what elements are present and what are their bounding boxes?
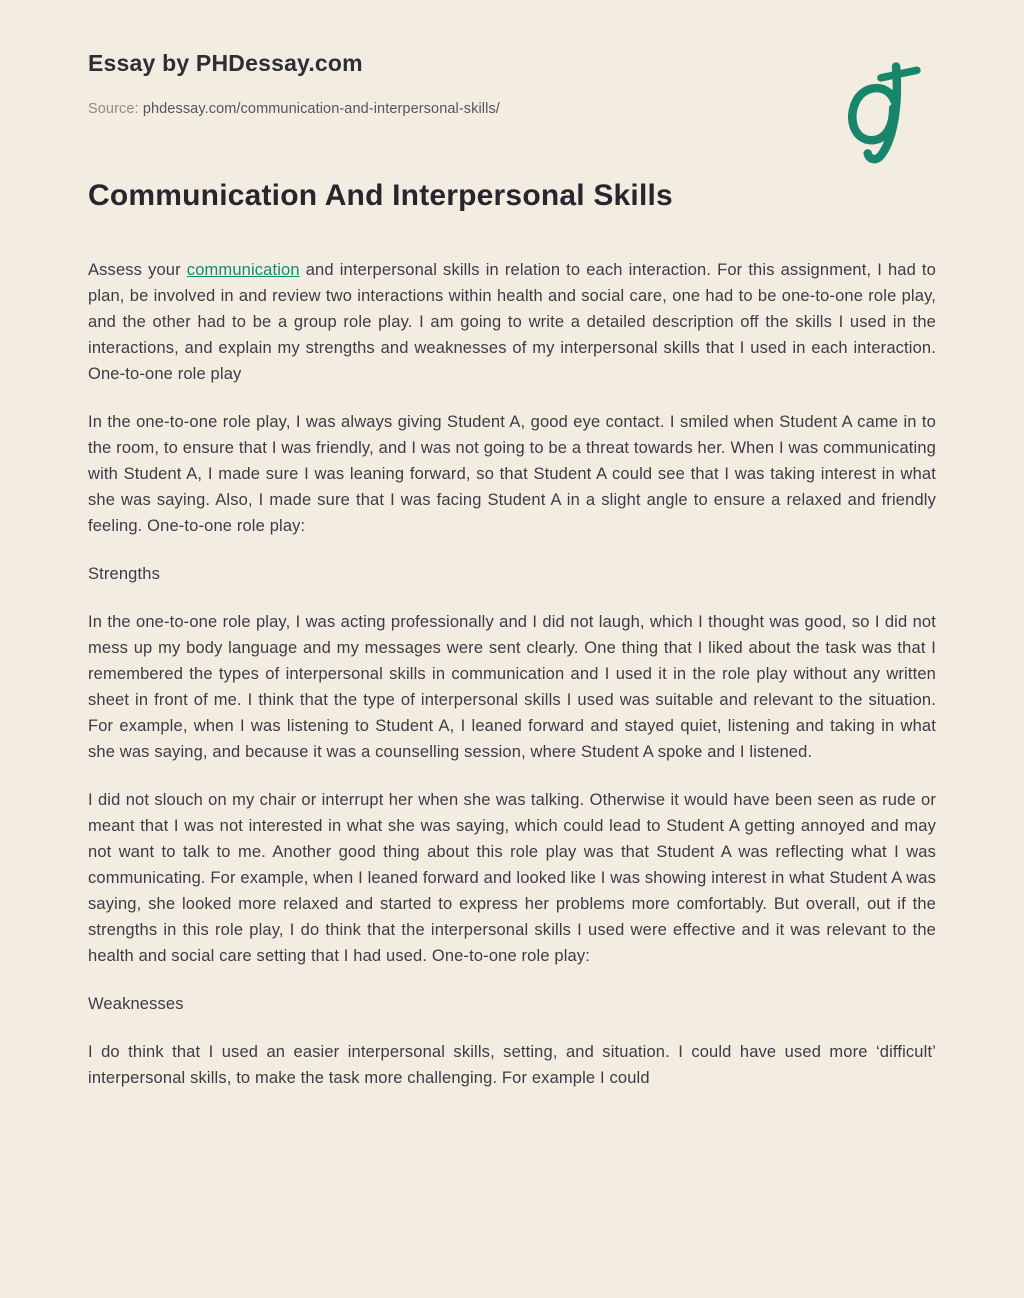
paragraph-intro-after: and interpersonal skills in relation to each interaction. For this assignment, I had to plan, be involved in and review two interactions within health and social care, one had to be one-to-one role play, and the other had to be a group role play. I am going to write a detailed description off the skills I used in the interactions, and explain my strengths and weaknesses of my interpersonal skills that I used in each interaction. One-to-one role play	[88, 261, 936, 383]
essay-byline: Essay by PHDessay.com	[88, 50, 363, 76]
source-line	[88, 101, 936, 117]
paragraph-strengths-2: I did not slouch on my chair or interrupt her when she was talking. Otherwise it would have been seen as rude or meant that I was not interested in what she was saying, which could lead to Student A getting annoyed and may not want to talk to me. Another good thing about this role play was that Student A was reflecting what I was communicating. For example, when I leaned forward and looked like I was showing interest in what Student A was saying, she looked more relaxed and started to express her problems more comfortably. But overall, out if the strengths in this role play, I do think that the interpersonal skills I used were effective and it was relevant to the health and social care setting that I had used. One-to-one role play:	[88, 791, 936, 965]
source-url-link[interactable]: phdessay.com/communication-and-interpersonal-skills/	[142, 101, 500, 117]
paragraph-weaknesses-1: I do think that I used an easier interpersonal skills, setting, and situation. I could have used more ‘difficult’ interpersonal skills, to make the task more challenging. For example I could	[88, 1043, 936, 1087]
paragraph-intro-before: Assess your	[88, 261, 187, 279]
communication-inline-link[interactable]: communication	[186, 261, 300, 279]
source-label: Source:	[88, 101, 139, 117]
essay-body	[88, 257, 936, 1091]
phdessay-a-plus-logo	[828, 52, 932, 168]
strengths-heading: Strengths	[88, 565, 160, 583]
page-title: Communication And Interpersonal Skills	[88, 179, 673, 212]
weaknesses-heading: Weaknesses	[88, 995, 184, 1013]
paragraph-intro	[88, 257, 936, 387]
paragraph-one-to-one: In the one-to-one role play, I was always giving Student A, good eye contact. I smiled when Student A came in to the room, to ensure that I was friendly, and I was not going to be a threat towards her. When I was communicating with Student A, I made sure I was leaning forward, so that Student A could see that I was taking interest in what she was saying. Also, I made sure that I was facing Student A in a slight angle to ensure a relaxed and friendly feeling. One-to-one role play:	[88, 413, 936, 535]
paragraph-strengths-1: In the one-to-one role play, I was acting professionally and I did not laugh, which I thought was good, so I did not mess up my body language and my messages were sent clearly. One thing that I liked about the task was that I remembered the types of interpersonal skills in communication and I used it in the role play without any written sheet in front of me. I think that the type of interpersonal skills I used was suitable and relevant to the situation. For example, when I was listening to Student A, I leaned forward and stayed quiet, listening and taking in what she was saying, and because it was a counselling session, where Student A spoke and I listened.	[88, 613, 936, 761]
